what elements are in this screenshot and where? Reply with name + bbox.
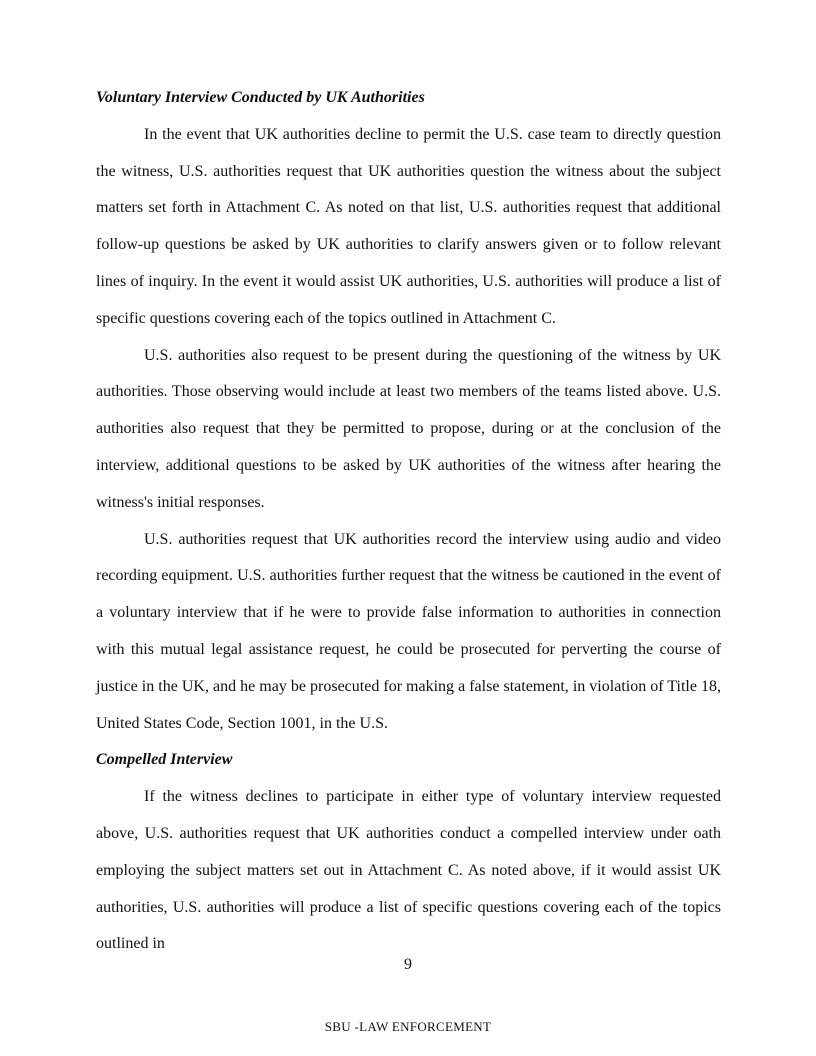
page-number: 9 — [404, 956, 412, 973]
paragraph: U.S. authorities request that UK authorities record the interview using audio and video recording equipment. U.S. authorities further request that the witness be cautioned in the event of a voluntary interview that if he were to provide false information to authorities in connection with this mutual legal assistance request, he could be prosecuted for perverting the course of justice in the UK, and he may be prosecuted for making a false statement, in violation of Title 18, United States Code, Section 1001, in the U.S. — [96, 530, 721, 732]
classification-footer: SBU -LAW ENFORCEMENT — [324, 1019, 492, 1034]
paragraph: If the witness declines to participate in either type of voluntary interview requested above, U.S. authorities request that UK authorities conduct a compelled interview under oath employing the subject matters set out in Attachment C. As noted above, if it would assist UK authorities, U.S. authorities will produce a list of specific questions covering each of the topics outlined in — [96, 788, 721, 953]
section-heading-voluntary-interview: Voluntary Interview Conducted by UK Authorities — [96, 89, 425, 106]
paragraph: U.S. authorities also request to be present during the questioning of the witness by UK authorities. Those observing would include at least two members of the teams listed above. U.S. authorities also request that they be permitted to propose, during or at the conclusion of the interview, additional questions to be asked by UK authorities of the witness after hearing the witness's initial responses. — [96, 346, 721, 511]
document-body — [96, 80, 721, 963]
paragraph: In the event that UK authorities decline to permit the U.S. case team to directly question the witness, U.S. authorities request that UK authorities question the witness about the subject matters set forth in Attachment C. As noted on that list, U.S. authorities request that additional follow-up questions be asked by UK authorities to clarify answers given or to follow relevant lines of inquiry. In the event it would assist UK authorities, U.S. authorities will produce a list of specific questions covering each of the topics outlined in Attachment C. — [96, 125, 721, 327]
section-heading-compelled-interview: Compelled Interview — [96, 751, 233, 769]
